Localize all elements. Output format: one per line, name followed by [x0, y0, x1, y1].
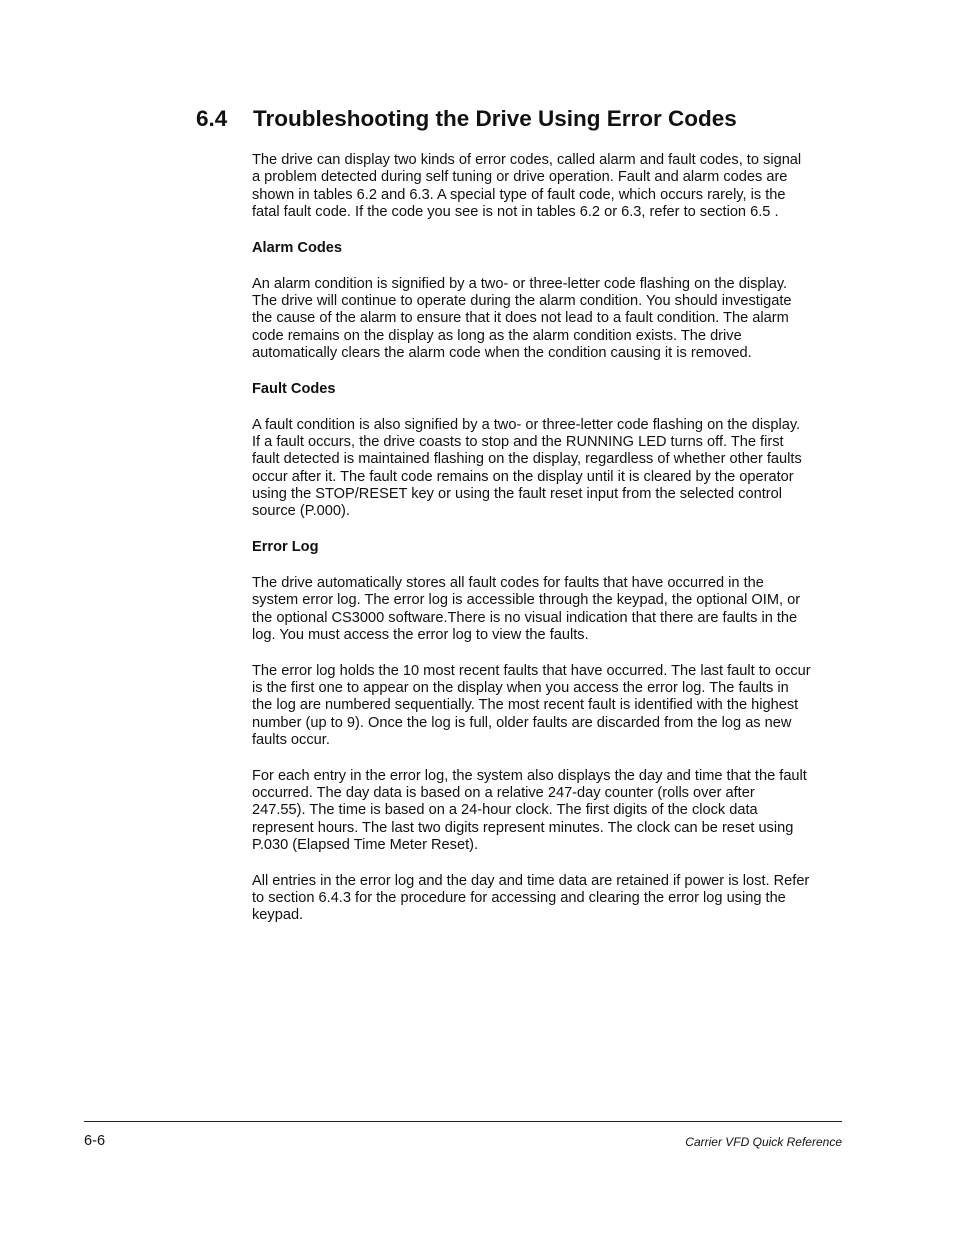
text-line: is the first one to appear on the display when you access the error log. The faults in	[252, 679, 789, 696]
error-log-heading: Error Log	[252, 539, 319, 556]
fault-codes-paragraph	[252, 417, 852, 521]
text-line: keypad.	[252, 907, 304, 924]
text-line: If a fault occurs, the drive coasts to stop and the RUNNING LED turns off. The first	[252, 433, 784, 450]
text-line: fault detected is maintained flashing on the display, regardless of whether other faults	[252, 451, 802, 468]
intro-paragraph	[252, 152, 852, 221]
text-line: 247.55). The time is based on a 24-hour clock. The first digits of the clock data	[252, 802, 758, 819]
text-line: number (up to 9). Once the log is full, older faults are discarded from the log as new	[252, 714, 792, 731]
error-log-paragraph-3	[252, 768, 852, 854]
fault-codes-heading: Fault Codes	[252, 380, 336, 397]
error-log-paragraph-1	[252, 575, 852, 644]
footer-rule	[84, 1121, 842, 1122]
text-line: occur after it. The fault code remains on the display until it is cleared by the operator	[252, 468, 794, 485]
error-log-paragraph-2	[252, 663, 852, 749]
text-line: using the STOP/RESET key or using the fault reset input from the selected control	[252, 485, 782, 502]
text-line: P.030 (Elapsed Time Meter Reset).	[252, 836, 479, 853]
text-line: The drive will continue to operate during the alarm condition. You should investigate	[252, 292, 792, 309]
alarm-codes-heading: Alarm Codes	[252, 239, 343, 256]
text-line: For each entry in the error log, the system also displays the day and time that the fault	[252, 767, 807, 784]
text-line: a problem detected during self tuning or drive operation. Fault and alarm codes are	[252, 169, 788, 186]
footer-document-title: Carrier VFD Quick Reference	[685, 1135, 842, 1149]
text-line: source (P.000).	[252, 503, 350, 520]
text-line: The error log holds the 10 most recent faults that have occurred. The last fault to occur	[252, 662, 811, 679]
text-line: code remains on the display as long as the alarm condition exists. The drive	[252, 327, 742, 344]
text-line: occurred. The day data is based on a relative 247-day counter (rolls over after	[252, 785, 755, 802]
error-log-paragraph-4	[252, 873, 852, 925]
text-line: An alarm condition is signified by a two- or three-letter code flashing on the display.	[252, 275, 788, 292]
text-line: system error log. The error log is accessible through the keypad, the optional OIM, or	[252, 592, 801, 609]
section-title: Troubleshooting the Drive Using Error Codes	[253, 106, 737, 131]
text-line: shown in tables 6.2 and 6.3. A special type of fault code, which occurs rarely, is the	[252, 186, 786, 203]
text-line: the cause of the alarm to ensure that it does not lead to a fault condition. The alarm	[252, 310, 789, 327]
text-line: automatically clears the alarm code when the condition causing it is removed.	[252, 344, 752, 361]
text-line: the optional CS3000 software.There is no visual indication that there are faults in the	[252, 609, 798, 626]
section-heading	[196, 104, 737, 134]
text-line: represent hours. The last two digits represent minutes. The clock can be reset using	[252, 819, 794, 836]
text-line: The drive can display two kinds of error codes, called alarm and fault codes, to signal	[252, 152, 802, 168]
section-number: 6.4	[196, 106, 228, 131]
text-line: fatal fault code. If the code you see is not in tables 6.2 or 6.3, refer to section 6.5 .	[252, 203, 779, 220]
text-line: log. You must access the error log to view the faults.	[252, 626, 589, 643]
text-line: faults occur.	[252, 731, 330, 748]
text-line: All entries in the error log and the day and time data are retained if power is lost. Refer	[252, 872, 810, 889]
alarm-codes-paragraph	[252, 276, 852, 362]
text-line: A fault condition is also signified by a two- or three-letter code flashing on the display.	[252, 416, 801, 433]
text-line: the log are numbered sequentially. The most recent fault is identified with the highest	[252, 697, 799, 714]
page-number: 6-6	[84, 1133, 106, 1149]
text-line: to section 6.4.3 for the procedure for accessing and clearing the error log using the	[252, 890, 786, 907]
content-body	[252, 152, 852, 925]
text-line: The drive automatically stores all fault codes for faults that have occurred in the	[252, 574, 764, 591]
